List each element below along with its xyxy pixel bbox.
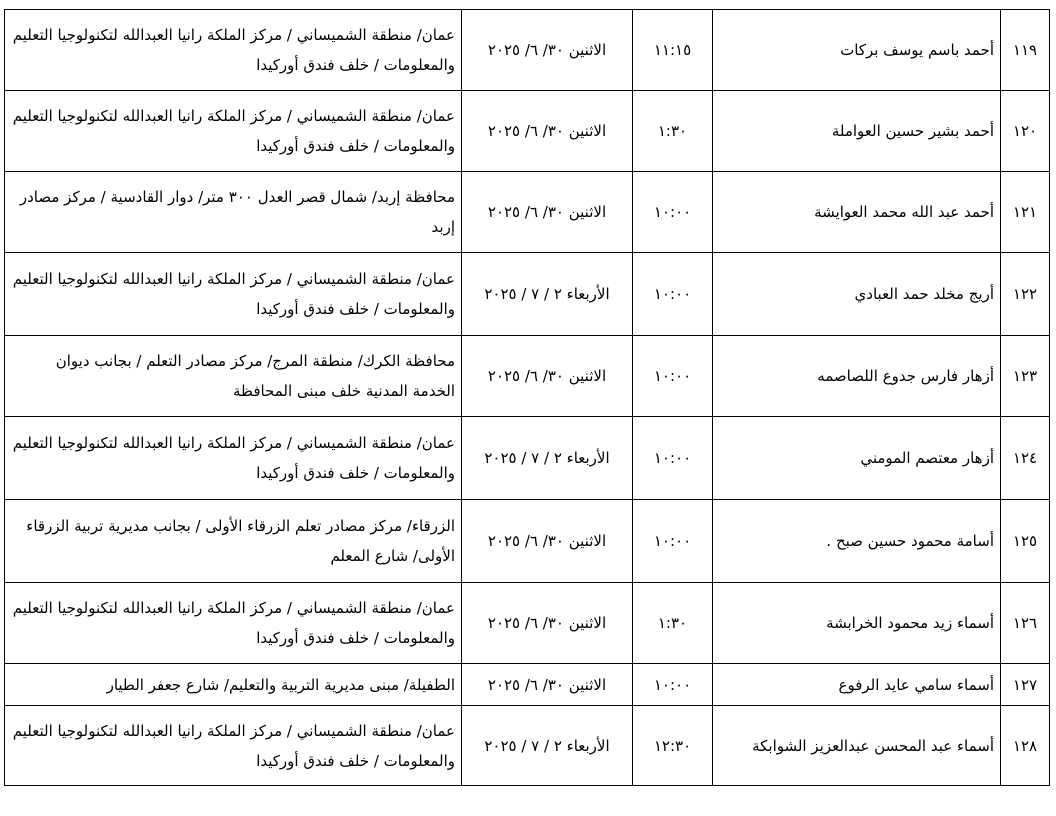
appointment-time: ١١:١٥ (633, 10, 713, 91)
appointment-location: عمان/ منطقة الشميساني / مركز الملكة رانيا العبدالله لتكنولوجيا التعليم والمعلومات / خلف فندق أوركيدا (5, 417, 462, 500)
row-number: ١٢٤ (1001, 417, 1050, 500)
table-row (5, 91, 1050, 172)
candidate-name: أسامة محمود حسين صبح . (713, 500, 1001, 583)
table-row (5, 336, 1050, 417)
appointment-time: ١:٣٠ (633, 91, 713, 172)
appointment-date: الاثنين ٣٠/ ٦/ ٢٠٢٥ (462, 172, 633, 253)
appointment-location: عمان/ منطقة الشميساني / مركز الملكة رانيا العبدالله لتكنولوجيا التعليم والمعلومات / خلف فندق أوركيدا (5, 10, 462, 91)
table-row (5, 10, 1050, 91)
appointment-time: ١٠:٠٠ (633, 336, 713, 417)
row-number: ١٢١ (1001, 172, 1050, 253)
appointment-time: ١٠:٠٠ (633, 253, 713, 336)
appointment-location: عمان/ منطقة الشميساني / مركز الملكة رانيا العبدالله لتكنولوجيا التعليم والمعلومات / خلف فندق أوركيدا (5, 253, 462, 336)
row-number: ١٢٠ (1001, 91, 1050, 172)
appointment-time: ١٢:٣٠ (633, 706, 713, 786)
appointment-location: عمان/ منطقة الشميساني / مركز الملكة رانيا العبدالله لتكنولوجيا التعليم والمعلومات / خلف فندق أوركيدا (5, 91, 462, 172)
appointment-date: الاثنين ٣٠/ ٦/ ٢٠٢٥ (462, 583, 633, 664)
candidate-name: أحمد باسم يوسف بركات (713, 10, 1001, 91)
candidate-name: أحمد عبد الله محمد العوايشة (713, 172, 1001, 253)
candidate-name: أريج مخلد حمد العبادي (713, 253, 1001, 336)
row-number: ١٢٧ (1001, 664, 1050, 706)
row-number: ١٢٣ (1001, 336, 1050, 417)
appointment-time: ١٠:٠٠ (633, 664, 713, 706)
appointment-location: عمان/ منطقة الشميساني / مركز الملكة رانيا العبدالله لتكنولوجيا التعليم والمعلومات / خلف فندق أوركيدا (5, 583, 462, 664)
appointment-location: محافظة الكرك/ منطقة المرج/ مركز مصادر التعلم / بجانب ديوان الخدمة المدنية خلف مبنى المحافظة (5, 336, 462, 417)
candidate-name: أحمد بشير حسين العواملة (713, 91, 1001, 172)
appointment-time: ١٠:٠٠ (633, 500, 713, 583)
appointment-location: الزرقاء/ مركز مصادر تعلم الزرقاء الأولى / بجانب مديرية تربية الزرقاء الأولى/ شارع المعلم (5, 500, 462, 583)
appointment-date: الاثنين ٣٠/ ٦/ ٢٠٢٥ (462, 10, 633, 91)
appointment-location: محافظة إربد/ شمال قصر العدل ٣٠٠ متر/ دوار القادسية / مركز مصادر إربد (5, 172, 462, 253)
table-row (5, 706, 1050, 786)
table-row (5, 664, 1050, 706)
candidate-name: أزهار فارس جدوع اللصاصمه (713, 336, 1001, 417)
row-number: ١٢٥ (1001, 500, 1050, 583)
table-row (5, 417, 1050, 500)
appointment-time: ١٠:٠٠ (633, 172, 713, 253)
candidate-name: أسماء سامي عايد الرفوع (713, 664, 1001, 706)
row-number: ١٢٨ (1001, 706, 1050, 786)
row-number: ١١٩ (1001, 10, 1050, 91)
appointment-date: الأربعاء ٢ / ٧ / ٢٠٢٥ (462, 417, 633, 500)
candidate-name: أسماء زيد محمود الخرابشة (713, 583, 1001, 664)
appointment-time: ١٠:٠٠ (633, 417, 713, 500)
appointment-date: الاثنين ٣٠/ ٦/ ٢٠٢٥ (462, 664, 633, 706)
candidate-name: أسماء عبد المحسن عبدالعزيز الشوابكة (713, 706, 1001, 786)
table-row (5, 583, 1050, 664)
appointment-date: الأربعاء ٢ / ٧ / ٢٠٢٥ (462, 253, 633, 336)
row-number: ١٢٢ (1001, 253, 1050, 336)
row-number: ١٢٦ (1001, 583, 1050, 664)
table-row (5, 253, 1050, 336)
appointment-date: الأربعاء ٢ / ٧ / ٢٠٢٥ (462, 706, 633, 786)
appointment-location: الطفيلة/ مبنى مديرية التربية والتعليم/ شارع جعفر الطيار (5, 664, 462, 706)
appointment-date: الاثنين ٣٠/ ٦/ ٢٠٢٥ (462, 336, 633, 417)
appointment-location: عمان/ منطقة الشميساني / مركز الملكة رانيا العبدالله لتكنولوجيا التعليم والمعلومات / خلف فندق أوركيدا (5, 706, 462, 786)
appointment-date: الاثنين ٣٠/ ٦/ ٢٠٢٥ (462, 500, 633, 583)
candidate-name: أزهار معتصم المومني (713, 417, 1001, 500)
appointment-date: الاثنين ٣٠/ ٦/ ٢٠٢٥ (462, 91, 633, 172)
table-row (5, 500, 1050, 583)
table-row (5, 172, 1050, 253)
appointments-table (4, 9, 1050, 786)
appointment-time: ١:٣٠ (633, 583, 713, 664)
